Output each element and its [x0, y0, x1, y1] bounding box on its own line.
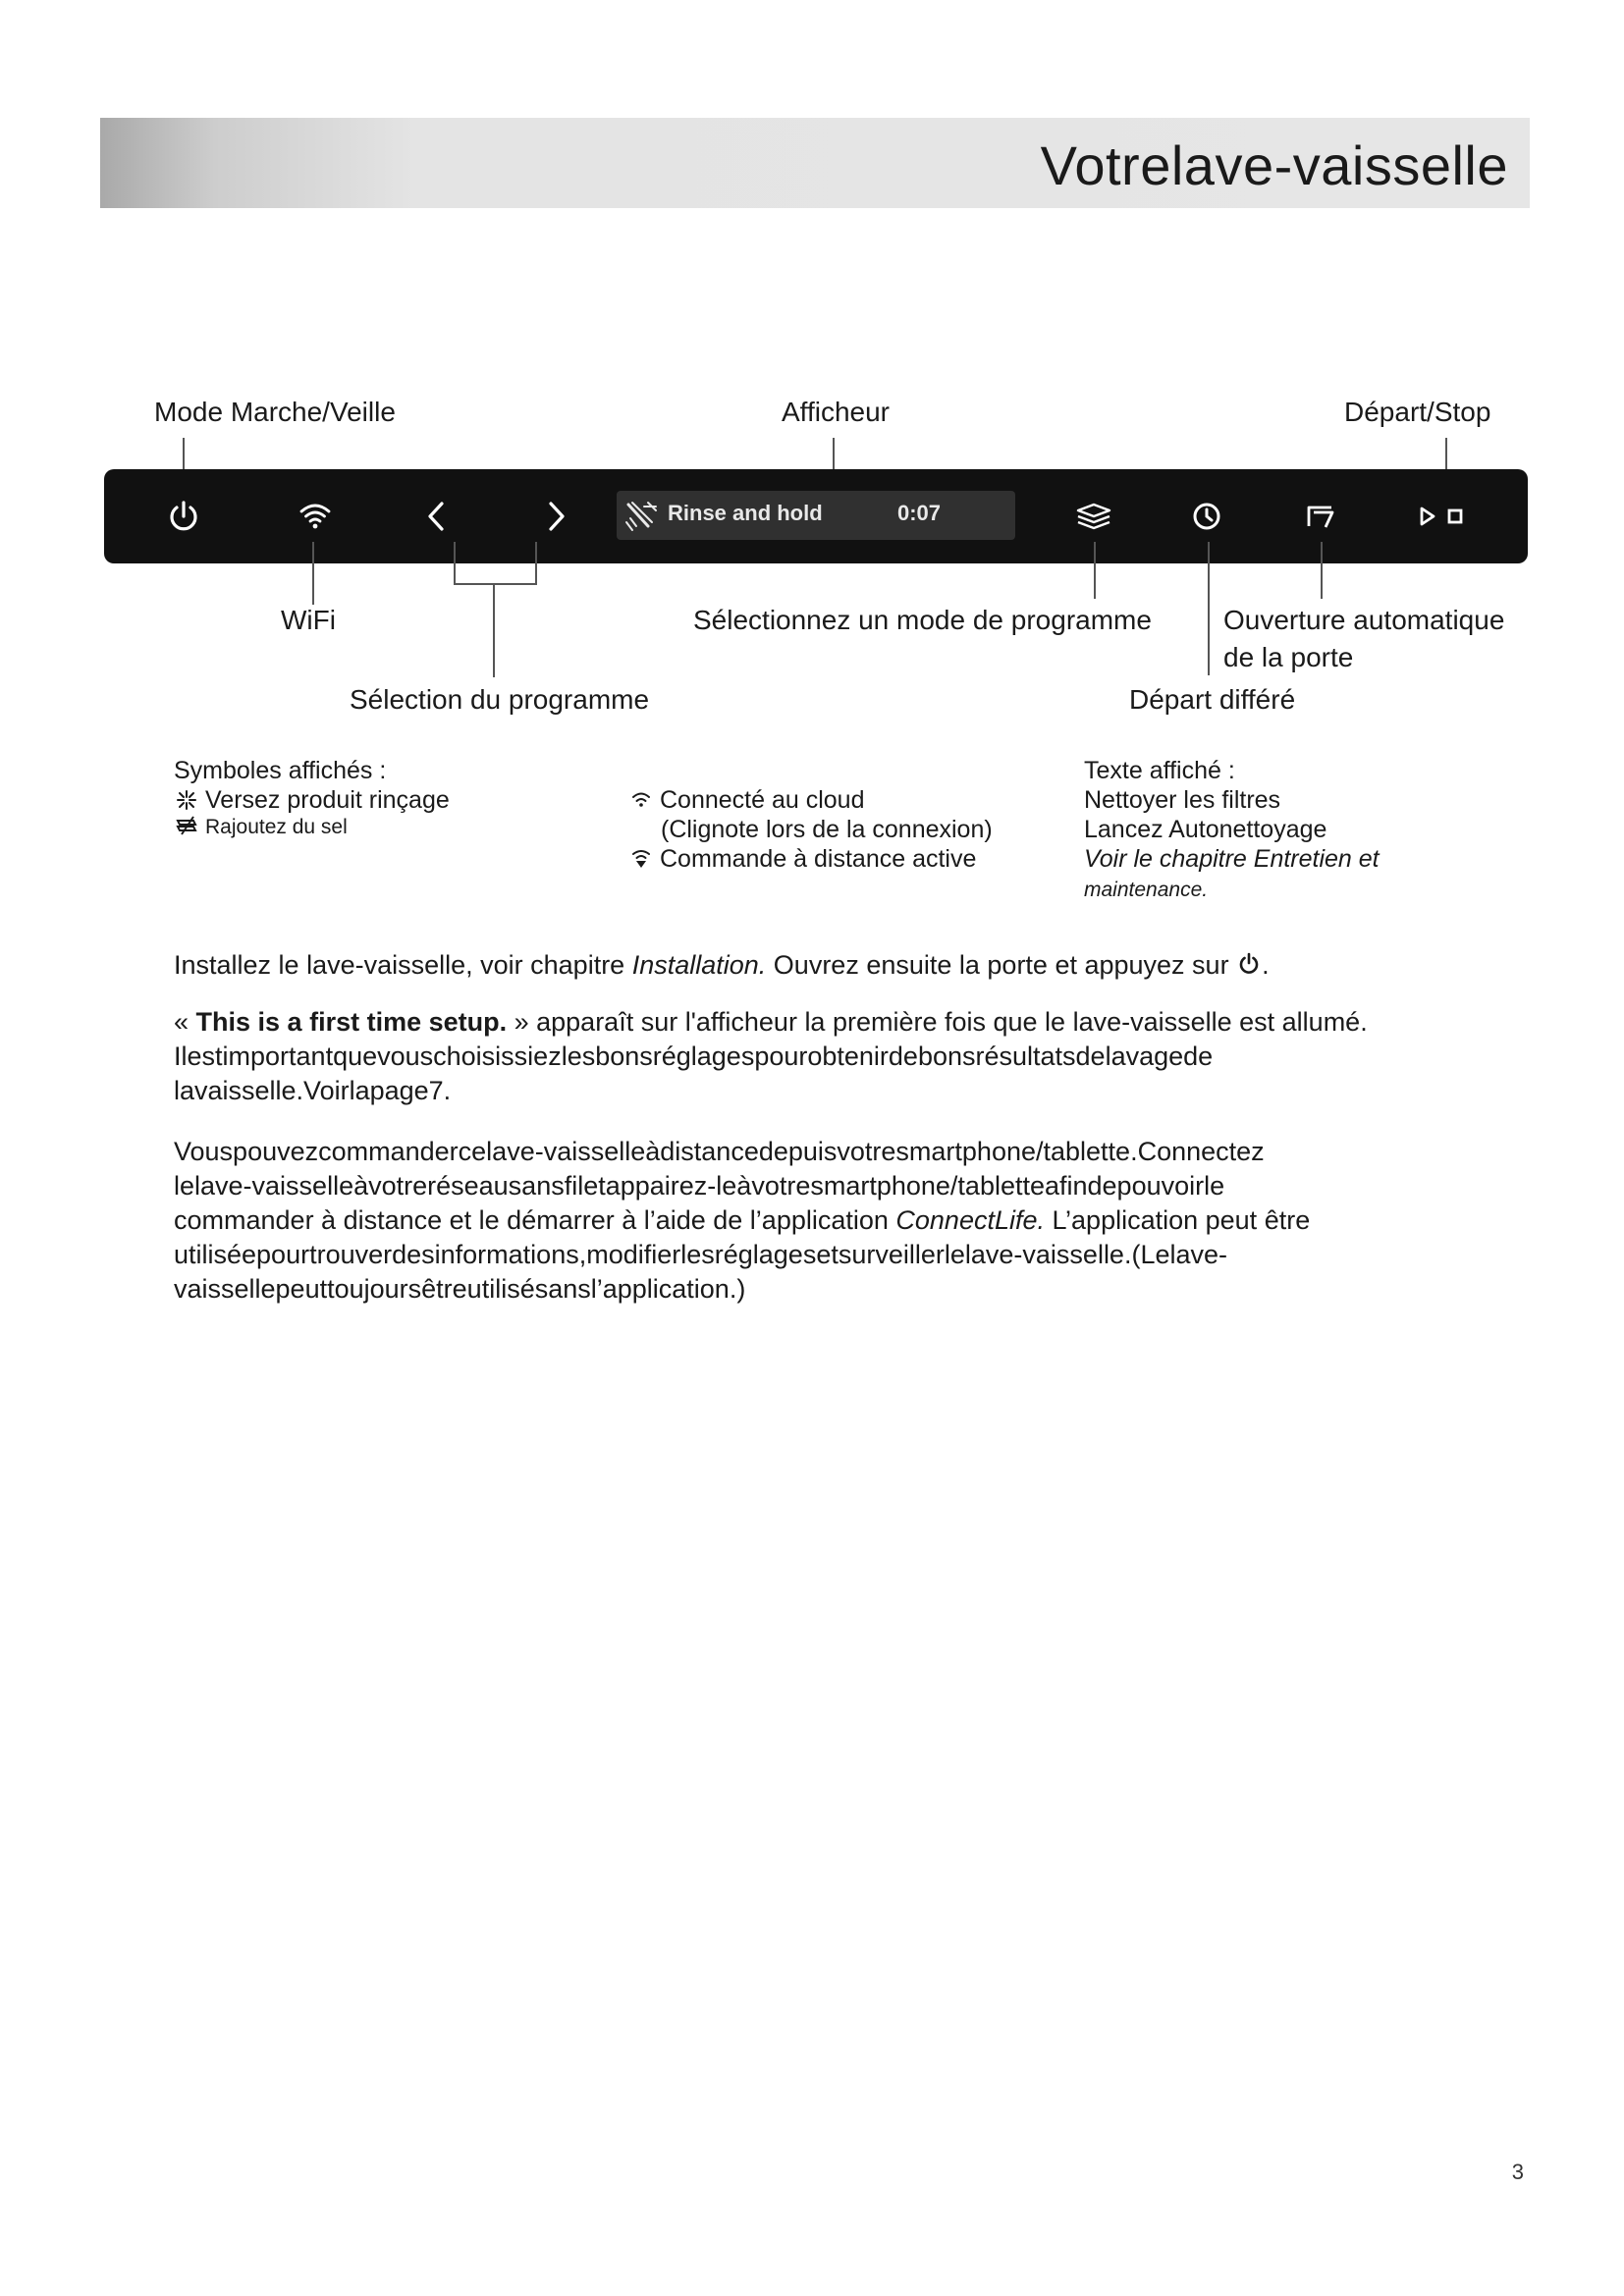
- legend-cloud: [628, 785, 864, 816]
- legend-self-clean: Lancez Autonettoyage: [1084, 816, 1327, 843]
- p2-line3: lavaisselle.Voirlapage7.: [174, 1076, 452, 1105]
- auto-door-icon[interactable]: [1300, 496, 1341, 537]
- legend-remote: [628, 844, 976, 875]
- p3-line5: vaissellepeuttoujoursêtreutilisésansl’application.): [174, 1274, 746, 1304]
- paragraph-first-setup: [174, 1005, 1489, 1108]
- callout-auto-door-line2: de la porte: [1223, 642, 1354, 672]
- callout-delay-start: Départ différé: [1129, 684, 1296, 715]
- display-time: 0:07: [897, 501, 942, 525]
- program-mode-icon[interactable]: [1073, 496, 1114, 537]
- leader-line-next: [535, 542, 537, 583]
- paragraph-installation: [174, 948, 1489, 983]
- leader-line-wifi: [312, 542, 314, 605]
- leader-line-prev: [454, 542, 456, 583]
- p3-line4: utiliséepourtrouverdesinformations,modifierlesréglagesetsurveillerlelave-vaisselle.(Lelave-: [174, 1240, 1227, 1269]
- page-number: 3: [1511, 2160, 1524, 2184]
- rinse-hold-icon: [623, 497, 662, 534]
- legend-salt: [174, 815, 348, 840]
- p3-line1: Vouspouvezcommandercelave-vaisselleàdistancedepuisvotresmartphone/tablette.Connectez: [174, 1137, 1265, 1166]
- rinse-aid-icon: [174, 789, 199, 811]
- p2-quote-open: «: [174, 1007, 196, 1037]
- p2-line2: Ilestimportantquevouschoisissiezlesbonsréglagespourobtenirdebonsrésultatsdelavagede: [174, 1041, 1214, 1071]
- p3-line3-a: commander à distance et le démarrer à l’aide de l’application: [174, 1205, 896, 1235]
- p1-link-installation: Installation.: [631, 950, 767, 980]
- power-icon[interactable]: [163, 496, 204, 537]
- p3-line2: lelave-vaisselleàvotreréseausansfiletappairez-leàvotresmartphone/tabletteafindepouvoirle: [174, 1171, 1225, 1201]
- clock-icon[interactable]: [1186, 496, 1227, 537]
- leader-line-program-select: [493, 583, 495, 677]
- wifi-small-icon: [628, 789, 654, 811]
- p2-first-setup-message: This is a first time setup.: [195, 1007, 508, 1037]
- p1-end: .: [1262, 950, 1270, 980]
- callout-start-stop: Départ/Stop: [1344, 397, 1491, 427]
- paragraph-remote-control: [174, 1135, 1489, 1307]
- leader-line-program-mode: [1094, 542, 1096, 599]
- remote-control-icon: [628, 848, 654, 870]
- p2-text-a: » apparaît sur l'afficheur la première fois que le lave-vaisselle est allumé.: [507, 1007, 1368, 1037]
- power-icon: [1236, 951, 1262, 977]
- legend-see-chapter-line1: Voir le chapitre Entretien et: [1084, 845, 1380, 873]
- p1-text-b: Ouvrez ensuite la porte et appuyez sur: [766, 950, 1237, 980]
- control-panel: [104, 469, 1528, 563]
- legend-cloud-blink: (Clignote lors de la connexion): [661, 816, 993, 843]
- play-stop-icon[interactable]: [1410, 496, 1479, 537]
- chevron-right-icon[interactable]: [535, 496, 576, 537]
- callout-program-mode: Sélectionnez un mode de programme: [693, 605, 1152, 635]
- legend-remote-text: Commande à distance active: [660, 845, 977, 873]
- legend-cloud-text: Connecté au cloud: [660, 786, 865, 814]
- callout-wifi: WiFi: [281, 605, 336, 635]
- legend-text-title: Texte affiché :: [1084, 757, 1235, 784]
- legend-clean-filters: Nettoyer les filtres: [1084, 786, 1281, 814]
- p1-text-a: Installez le lave-vaisselle, voir chapitre: [174, 950, 632, 980]
- leader-line-delay-start: [1208, 542, 1210, 675]
- panel-display: [617, 491, 1015, 540]
- wifi-icon[interactable]: [295, 496, 336, 537]
- legend-salt-text: Rajoutez du sel: [205, 816, 348, 838]
- p3-app-name: ConnectLife.: [895, 1205, 1046, 1235]
- legend-rinse-aid-text: Versez produit rinçage: [205, 786, 450, 814]
- leader-bracket: [454, 583, 537, 585]
- page-title: Votrelave-vaisselle: [1040, 134, 1508, 196]
- legend-see-chapter-line2: maintenance.: [1084, 879, 1209, 901]
- legend-symbols-title: Symboles affichés :: [174, 757, 387, 784]
- legend-rinse-aid: [174, 785, 450, 816]
- display-program-name: Rinse and hold: [668, 501, 823, 525]
- p3-line3-b: L’application peut être: [1045, 1205, 1311, 1235]
- callout-power: Mode Marche/Veille: [154, 397, 396, 427]
- callout-display: Afficheur: [782, 397, 890, 427]
- callout-program-select: Sélection du programme: [350, 684, 650, 715]
- callout-auto-door-line1: Ouverture automatique: [1223, 605, 1505, 635]
- chevron-left-icon[interactable]: [416, 496, 458, 537]
- leader-line-auto-door: [1321, 542, 1323, 599]
- salt-icon: [174, 815, 199, 836]
